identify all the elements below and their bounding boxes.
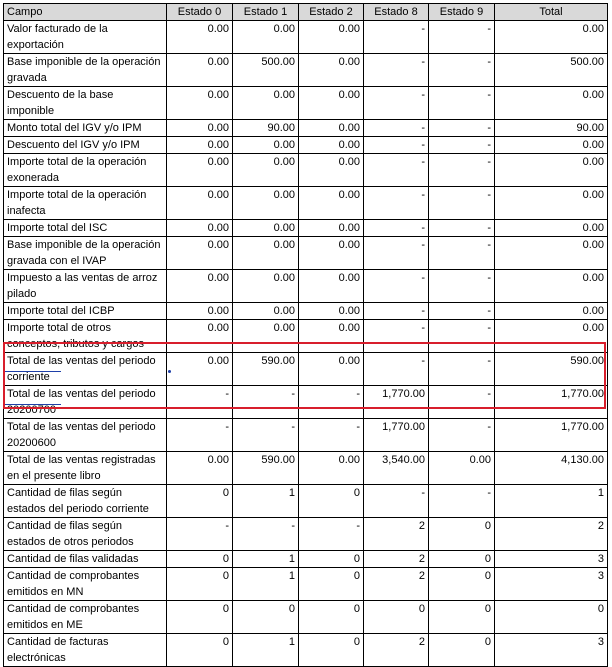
row-label: Monto total del IGV y/o IPM (4, 120, 167, 137)
cell-value: - (429, 386, 495, 419)
table-row (4, 419, 608, 452)
cell-value: 0 (299, 634, 364, 667)
cell-value: 0.00 (233, 21, 299, 54)
cell-value: 0.00 (167, 303, 233, 320)
cell-value: 500.00 (233, 54, 299, 87)
cell-value: 0.00 (495, 21, 608, 54)
table-row (4, 21, 608, 54)
row-label: Cantidad de filas validadas (4, 551, 167, 568)
cell-value: 1,770.00 (364, 419, 429, 452)
table-row (4, 485, 608, 518)
table-row (4, 220, 608, 237)
cell-value: 3 (495, 634, 608, 667)
row-label: Base imponible de la operación gravada (4, 54, 167, 87)
cell-value: 1,770.00 (495, 419, 608, 452)
row-label: Importe total de otros conceptos, tributos y cargos (4, 320, 167, 353)
cell-value: 90.00 (233, 120, 299, 137)
cell-value: 0 (429, 634, 495, 667)
cell-value: 90.00 (495, 120, 608, 137)
row-label: Total de las ventas del periodo corriente (4, 353, 167, 386)
row-label: Impuesto a las ventas de arroz pilado (4, 270, 167, 303)
cell-value: 1 (233, 634, 299, 667)
row-label: Descuento del IGV y/o IPM (4, 137, 167, 154)
cell-value: 0.00 (233, 137, 299, 154)
cell-value: 0.00 (495, 154, 608, 187)
cell-value: 0 (429, 551, 495, 568)
table-row (4, 601, 608, 634)
cell-value: - (299, 518, 364, 551)
cell-value: 0.00 (299, 220, 364, 237)
cell-value: 0 (167, 634, 233, 667)
cell-value: - (429, 237, 495, 270)
cell-value: 0 (299, 601, 364, 634)
table-row (4, 353, 608, 386)
underline-mark-bottom (5, 404, 61, 405)
row-label: Importe total de la operación exonerada (4, 154, 167, 187)
cell-value: 1,770.00 (495, 386, 608, 419)
cell-value: 0 (233, 601, 299, 634)
cell-value: 0.00 (167, 220, 233, 237)
cell-value: 590.00 (495, 353, 608, 386)
header-estado-9: Estado 9 (429, 4, 495, 21)
cell-value: 0.00 (167, 353, 233, 386)
cell-value: 590.00 (233, 452, 299, 485)
cell-value: 1 (233, 485, 299, 518)
pen-dot-mark (168, 370, 171, 373)
cell-value: 3,540.00 (364, 452, 429, 485)
cell-value: - (429, 303, 495, 320)
cell-value: 0.00 (233, 270, 299, 303)
cell-value: 3 (495, 551, 608, 568)
cell-value: - (364, 237, 429, 270)
cell-value: 0.00 (167, 120, 233, 137)
table-row (4, 270, 608, 303)
cell-value: 0 (495, 601, 608, 634)
header-campo: Campo (4, 4, 167, 21)
cell-value: 0 (167, 601, 233, 634)
cell-value: - (364, 54, 429, 87)
cell-value: 1 (233, 568, 299, 601)
table-body (4, 21, 608, 667)
cell-value: 0.00 (495, 237, 608, 270)
cell-value: 0 (167, 551, 233, 568)
cell-value: 0.00 (299, 137, 364, 154)
summary-table (3, 3, 608, 667)
cell-value: 0.00 (495, 220, 608, 237)
cell-value: 0.00 (299, 21, 364, 54)
cell-value: 0.00 (299, 320, 364, 353)
cell-value: 0.00 (233, 303, 299, 320)
cell-value: 0.00 (167, 270, 233, 303)
table-row (4, 154, 608, 187)
header-estado-8: Estado 8 (364, 4, 429, 21)
row-label: Total de las ventas registradas en el presente libro (4, 452, 167, 485)
row-label: Total de las ventas del periodo 20200600 (4, 419, 167, 452)
cell-value: 0.00 (233, 187, 299, 220)
table-row (4, 634, 608, 667)
cell-value: 0.00 (167, 320, 233, 353)
table-row (4, 237, 608, 270)
row-label: Importe total de la operación inafecta (4, 187, 167, 220)
cell-value: 0.00 (429, 452, 495, 485)
table-row (4, 452, 608, 485)
cell-value: 0 (299, 485, 364, 518)
cell-value: 0.00 (495, 270, 608, 303)
cell-value: 0 (429, 568, 495, 601)
cell-value: 4,130.00 (495, 452, 608, 485)
table-row (4, 120, 608, 137)
cell-value: 0 (429, 601, 495, 634)
cell-value: 0.00 (167, 54, 233, 87)
cell-value: - (364, 270, 429, 303)
row-label: Base imponible de la operación gravada con el IVAP (4, 237, 167, 270)
cell-value: 0.00 (299, 54, 364, 87)
header-estado-1: Estado 1 (233, 4, 299, 21)
cell-value: - (233, 419, 299, 452)
cell-value: - (364, 154, 429, 187)
table-row (4, 303, 608, 320)
cell-value: 0 (167, 568, 233, 601)
cell-value: - (429, 320, 495, 353)
cell-value: 0.00 (299, 87, 364, 120)
header-estado-2: Estado 2 (299, 4, 364, 21)
cell-value: - (233, 518, 299, 551)
cell-value: 0.00 (233, 220, 299, 237)
cell-value: 0.00 (299, 120, 364, 137)
cell-value: - (429, 87, 495, 120)
cell-value: - (167, 386, 233, 419)
underline-mark-top (5, 371, 61, 372)
cell-value: - (233, 386, 299, 419)
cell-value: 0.00 (167, 237, 233, 270)
cell-value: 1 (495, 485, 608, 518)
table-row (4, 551, 608, 568)
cell-value: 0.00 (299, 154, 364, 187)
cell-value: 1,770.00 (364, 386, 429, 419)
table-row (4, 137, 608, 154)
table-row (4, 187, 608, 220)
row-label: Importe total del ICBP (4, 303, 167, 320)
cell-value: 0.00 (233, 154, 299, 187)
cell-value: - (299, 419, 364, 452)
cell-value: 0.00 (167, 137, 233, 154)
cell-value: - (167, 419, 233, 452)
cell-value: 2 (364, 518, 429, 551)
cell-value: - (429, 485, 495, 518)
cell-value: 0.00 (167, 87, 233, 120)
cell-value: 0.00 (495, 137, 608, 154)
table-row (4, 518, 608, 551)
cell-value: 2 (364, 634, 429, 667)
cell-value: - (429, 220, 495, 237)
row-label: Importe total del ISC (4, 220, 167, 237)
cell-value: 0.00 (495, 303, 608, 320)
cell-value: 0.00 (299, 303, 364, 320)
cell-value: - (429, 353, 495, 386)
row-label: Cantidad de filas según estados del periodo corriente (4, 485, 167, 518)
row-label: Cantidad de comprobantes emitidos en MN (4, 568, 167, 601)
cell-value: 0.00 (233, 237, 299, 270)
cell-value: - (364, 87, 429, 120)
cell-value: 0 (364, 601, 429, 634)
table-row (4, 386, 608, 419)
cell-value: 0.00 (495, 87, 608, 120)
cell-value: 0.00 (495, 187, 608, 220)
cell-value: - (299, 386, 364, 419)
table-row (4, 54, 608, 87)
cell-value: 3 (495, 568, 608, 601)
cell-value: - (429, 419, 495, 452)
cell-value: - (429, 120, 495, 137)
cell-value: - (429, 21, 495, 54)
cell-value: - (364, 21, 429, 54)
cell-value: - (429, 187, 495, 220)
row-label: Valor facturado de la exportación (4, 21, 167, 54)
cell-value: 500.00 (495, 54, 608, 87)
cell-value: 0 (429, 518, 495, 551)
cell-value: 0.00 (167, 154, 233, 187)
cell-value: 2 (364, 551, 429, 568)
table-row (4, 87, 608, 120)
cell-value: 1 (233, 551, 299, 568)
cell-value: - (429, 54, 495, 87)
row-label: Cantidad de facturas electrónicas (4, 634, 167, 667)
row-label: Cantidad de filas según estados de otros periodos (4, 518, 167, 551)
cell-value: - (429, 154, 495, 187)
cell-value: - (364, 353, 429, 386)
cell-value: - (364, 120, 429, 137)
header-total: Total (495, 4, 608, 21)
cell-value: 590.00 (233, 353, 299, 386)
cell-value: 2 (495, 518, 608, 551)
cell-value: 0.00 (167, 452, 233, 485)
cell-value: - (364, 220, 429, 237)
table-row (4, 320, 608, 353)
cell-value: - (167, 518, 233, 551)
cell-value: - (364, 320, 429, 353)
cell-value: - (364, 485, 429, 518)
cell-value: 0.00 (299, 237, 364, 270)
cell-value: 0.00 (167, 187, 233, 220)
cell-value: - (364, 187, 429, 220)
cell-value: 0.00 (299, 270, 364, 303)
header-row (4, 4, 608, 21)
cell-value: 0 (299, 551, 364, 568)
cell-value: 2 (364, 568, 429, 601)
cell-value: - (429, 270, 495, 303)
row-label: Cantidad de comprobantes emitidos en ME (4, 601, 167, 634)
cell-value: 0.00 (233, 320, 299, 353)
table-row (4, 568, 608, 601)
cell-value: 0.00 (299, 187, 364, 220)
cell-value: - (364, 303, 429, 320)
cell-value: 0.00 (167, 21, 233, 54)
cell-value: 0.00 (299, 353, 364, 386)
cell-value: - (364, 137, 429, 154)
cell-value: - (429, 137, 495, 154)
row-label: Total de las ventas del periodo 20200700 (4, 386, 167, 419)
cell-value: 0.00 (233, 87, 299, 120)
cell-value: 0 (167, 485, 233, 518)
header-estado-0: Estado 0 (167, 4, 233, 21)
row-label: Descuento de la base imponible (4, 87, 167, 120)
cell-value: 0.00 (299, 452, 364, 485)
cell-value: 0.00 (495, 320, 608, 353)
cell-value: 0 (299, 568, 364, 601)
